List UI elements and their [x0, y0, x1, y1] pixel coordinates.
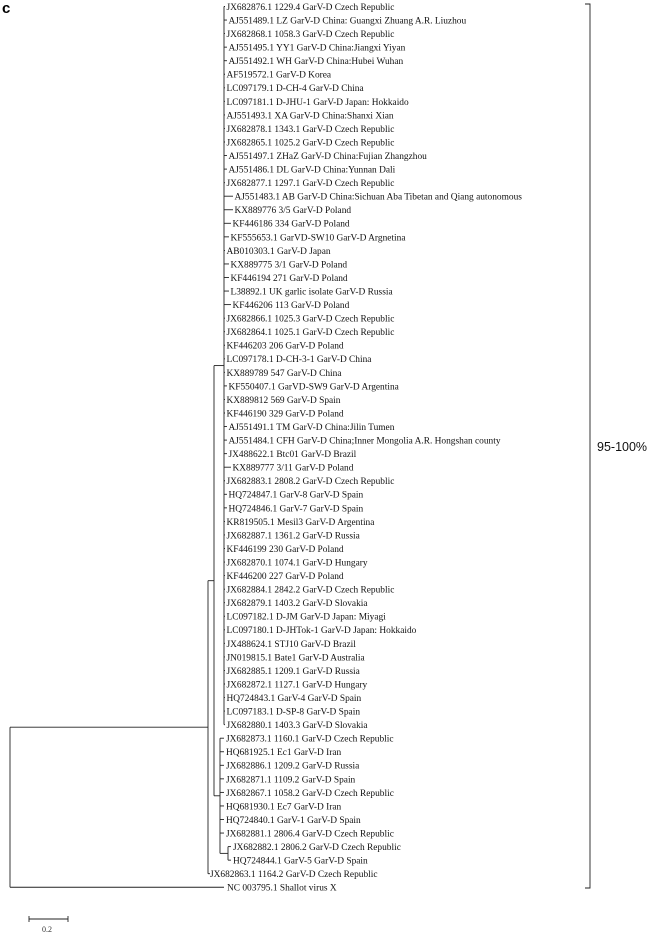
- leaf-label: AJ551483.1 AB GarV-D China:Sichuan Aba Tibetan and Qiang autonomous: [234, 192, 522, 203]
- leaf-label: KF550407.1 GarVD-SW9 GarV-D Argentina: [228, 382, 399, 393]
- leaf-label: AJ551492.1 WH GarV-D China:Hubei Wuhan: [228, 57, 404, 68]
- leaf-label: JX682880.1 1403.3 GarV-D Slovakia: [226, 721, 368, 732]
- leaf-label: L38892.1 UK garlic isolate GarV-D Russia: [230, 287, 393, 298]
- leaf-label: KX889812 569 GarV-D Spain: [226, 395, 341, 406]
- leaf-label: JX682871.1 1109.2 GarV-D Spain: [226, 775, 356, 786]
- leaf-label: HQ724846.1 GarV-7 GarV-D Spain: [228, 504, 364, 515]
- leaf-label: KF446206 113 GarV-D Poland: [232, 301, 350, 311]
- leaf-label: JX682872.1 1127.1 GarV-D Hungary: [226, 680, 368, 691]
- support-bracket: [585, 4, 590, 888]
- leaf-label: JX682879.1 1403.2 GarV-D Slovakia: [226, 599, 368, 610]
- leaf-label: KX889776 3/5 GarV-D Poland: [234, 206, 352, 217]
- leaf-label: HQ724847.1 GarV-8 GarV-D Spain: [228, 490, 364, 501]
- leaf-label: LC097182.1 D-JM GarV-D Japan: Miyagi: [226, 612, 386, 623]
- tree-leaf-labels: [210, 3, 522, 894]
- leaf-label: KX889789 547 GarV-D China: [226, 368, 342, 379]
- tree-branches: [10, 7, 233, 888]
- leaf-label: AJ551484.1 CFH GarV-D China;Inner Mongolia A.R. Hongshan county: [228, 436, 501, 447]
- leaf-label: JX682883.1 2808.2 GarV-D Czech Republic: [226, 477, 395, 488]
- outgroup-label: NC 003795.1 Shallot virus X: [227, 883, 337, 894]
- leaf-label: JX682864.1 1025.1 GarV-D Czech Republic: [226, 328, 395, 339]
- leaf-label: HQ681925.1 Ec1 GarV-D Iran: [226, 748, 342, 759]
- leaf-label: JN019815.1 Bate1 GarV-D Australia: [226, 653, 365, 664]
- leaf-label: JX682873.1 1160.1 GarV-D Czech Republic: [226, 734, 394, 745]
- leaf-label: AJ551486.1 DL GarV-D China:Yunnan Dali: [228, 165, 396, 176]
- leaf-label: KX889775 3/1 GarV-D Poland: [230, 260, 348, 271]
- leaf-label: JX682881.1 2806.4 GarV-D Czech Republic: [226, 829, 394, 840]
- leaf-label: LC097178.1 D-CH-3-1 GarV-D China: [226, 355, 372, 366]
- leaf-label: JX682882.1 2806.2 GarV-D Czech Republic: [233, 843, 401, 853]
- leaf-label: AJ551495.1 YY1 GarV-D China:Jiangxi Yiyan: [228, 43, 406, 54]
- leaf-label: LC097183.1 D-SP-8 GarV-D Spain: [226, 707, 361, 718]
- leaf-label: JX682876.1 1229.4 GarV-D Czech Republic: [226, 2, 395, 13]
- leaf-label: KR819505.1 Mesil3 GarV-D Argentina: [226, 517, 375, 528]
- leaf-label: HQ681930.1 Ec7 GarV-D Iran: [226, 802, 342, 813]
- support-label: 95-100%: [597, 440, 648, 454]
- leaf-label: JX682866.1 1025.3 GarV-D Czech Republic: [226, 314, 395, 325]
- leaf-label: KF446190 329 GarV-D Poland: [226, 409, 344, 420]
- leaf-label: JX682884.1 2842.2 GarV-D Czech Republic: [226, 585, 395, 596]
- leaf-label: AJ551489.1 LZ GarV-D China: Guangxi Zhuang A.R. Liuzhou: [228, 16, 467, 27]
- leaf-label: AJ551497.1 ZHaZ GarV-D China:Fujian Zhangzhou: [228, 151, 427, 162]
- leaf-label: JX682887.1 1361.2 GarV-D Russia: [226, 531, 360, 542]
- scale-bar-label: 0.2: [42, 925, 52, 934]
- leaf-label: AB010303.1 GarV-D Japan: [226, 246, 331, 257]
- leaf-label: JX488622.1 Btc01 GarV-D Brazil: [228, 450, 357, 461]
- leaf-label: KF446194 271 GarV-D Poland: [230, 273, 348, 284]
- leaf-label: HQ724840.1 GarV-1 GarV-D Spain: [226, 815, 361, 826]
- leaf-label: JX682877.1 1297.1 GarV-D Czech Republic: [226, 179, 395, 190]
- leaf-label: JX682870.1 1074.1 GarV-D Hungary: [226, 558, 368, 569]
- leaf-label: LC097180.1 D-JHTok-1 GarV-D Japan: Hokkaido: [226, 626, 417, 637]
- leaf-label: HQ724843.1 GarV-4 GarV-D Spain: [226, 693, 362, 704]
- leaf-label: JX682886.1 1209.2 GarV-D Russia: [226, 761, 360, 772]
- leaf-label: JX682867.1 1058.2 GarV-D Czech Republic: [226, 788, 394, 799]
- leaf-label: JX682885.1 1209.1 GarV-D Russia: [226, 666, 360, 677]
- leaf-label: JX682878.1 1343.1 GarV-D Czech Republic: [226, 124, 395, 135]
- leaf-label: JX682868.1 1058.3 GarV-D Czech Republic: [226, 30, 395, 40]
- leaf-label: JX488624.1 STJ10 GarV-D Brazil: [226, 639, 356, 650]
- leaf-label: JX682865.1 1025.2 GarV-D Czech Republic: [226, 138, 395, 149]
- leaf-label: LC097179.1 D-CH-4 GarV-D China: [226, 84, 364, 95]
- leaf-label: KF446186 334 GarV-D Poland: [232, 219, 350, 230]
- leaf-label: HQ724844.1 GarV-5 GarV-D Spain: [233, 856, 368, 867]
- leaf-label: KF446200 227 GarV-D Poland: [226, 572, 344, 582]
- leaf-label: KX889777 3/11 GarV-D Poland: [232, 463, 354, 474]
- leaf-label: KF446199 230 GarV-D Poland: [226, 544, 344, 555]
- panel-label: c: [2, 0, 11, 17]
- leaf-label: JX682863.1 1164.2 GarV-D Czech Republic: [210, 870, 378, 881]
- leaf-label: AJ551493.1 XA GarV-D China:Shanxi Xian: [226, 111, 394, 122]
- leaf-label: AF519572.1 GarV-D Korea: [226, 70, 332, 81]
- leaf-label: LC097181.1 D-JHU-1 GarV-D Japan: Hokkaido: [226, 97, 409, 108]
- leaf-label: KF446203 206 GarV-D Poland: [226, 341, 344, 352]
- leaf-label: KF555653.1 GarVD-SW10 GarV-D Argnetina: [230, 233, 406, 244]
- leaf-label: AJ551491.1 TM GarV-D China:Jilin Tumen: [228, 422, 395, 433]
